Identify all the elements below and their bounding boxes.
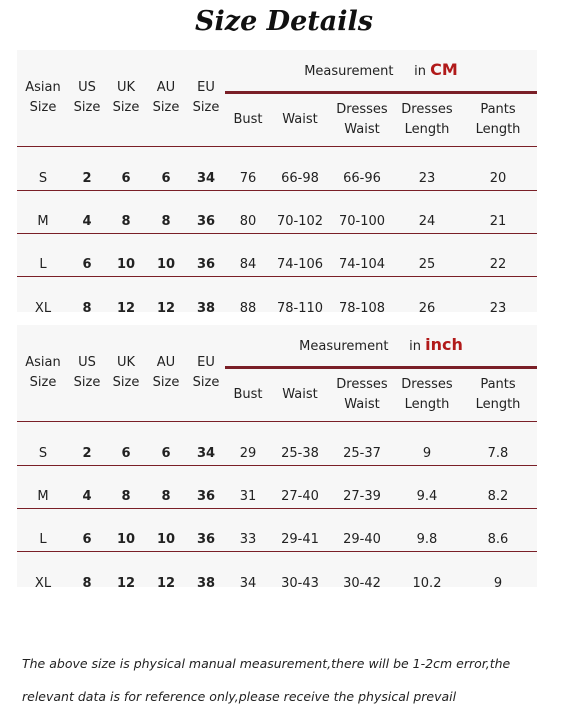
table-row: [17, 443, 537, 464]
header-dresses-length: [393, 375, 461, 415]
cell-waist: 30-43: [281, 576, 319, 591]
cell-pants-length: 8.6: [487, 532, 509, 547]
table-row: [17, 168, 537, 189]
header-line: Dresses: [401, 377, 453, 392]
cell-au-size: 6: [161, 446, 171, 461]
cell-uk-size: 12: [116, 301, 136, 316]
cell-asian-size: S: [38, 446, 48, 461]
header-line: Length: [404, 397, 450, 412]
header-dresses-waist: [328, 100, 396, 140]
cell-uk-size: 10: [116, 532, 136, 547]
cell-dresses-waist: 29-40: [343, 532, 381, 547]
header-line: Length: [475, 397, 521, 412]
cell-us-size: 2: [82, 446, 92, 461]
header-line: EU: [197, 80, 215, 95]
header-line: Size: [29, 375, 57, 390]
cell-asian-size: L: [39, 257, 47, 272]
table-row: [17, 298, 537, 319]
header-waist: [266, 110, 334, 130]
cell-dresses-length: 25: [418, 257, 436, 272]
cell-au-size: 8: [161, 214, 171, 229]
size-table-inch: [17, 325, 537, 591]
cell-eu-size: 36: [196, 489, 216, 504]
cell-uk-size: 6: [121, 171, 131, 186]
cell-waist: 78-110: [276, 301, 324, 316]
header-line: Length: [475, 122, 521, 137]
cell-us-size: 6: [82, 532, 92, 547]
cell-bust: 33: [239, 532, 257, 547]
cell-us-size: 4: [82, 489, 92, 504]
cell-bust: 29: [239, 446, 257, 461]
size-table-cm: [17, 50, 537, 316]
cell-waist: 66-98: [281, 171, 319, 186]
table-row: [17, 573, 537, 594]
header-line: Asian: [25, 355, 61, 370]
cell-waist: 29-41: [281, 532, 319, 547]
cell-eu-size: 34: [196, 171, 216, 186]
header-line: AU: [156, 80, 176, 95]
cell-pants-length: 23: [489, 301, 507, 316]
unit-label: CM: [430, 60, 458, 79]
cell-bust: 88: [239, 301, 257, 316]
footer-note-line-1: The above size is physical manual measurement,there will be 1-2cm error,the: [22, 656, 511, 671]
cell-uk-size: 8: [121, 214, 131, 229]
cell-pants-length: 20: [489, 171, 507, 186]
header-line: Waist: [282, 387, 318, 402]
cell-pants-length: 22: [489, 257, 507, 272]
header-line: Size: [152, 375, 180, 390]
header-line: EU: [197, 355, 215, 370]
cell-dresses-length: 26: [418, 301, 436, 316]
cell-eu-size: 36: [196, 532, 216, 547]
measurement-heading: [225, 60, 537, 79]
cell-eu-size: 36: [196, 257, 216, 272]
cell-bust: 31: [239, 489, 257, 504]
header-line: Size: [192, 100, 220, 115]
header-line: Dresses: [336, 377, 388, 392]
cell-bust: 76: [239, 171, 257, 186]
cell-eu-size: 38: [196, 301, 216, 316]
measurement-heading: [225, 335, 537, 354]
header-line: Dresses: [401, 102, 453, 117]
measurement-label: Measurement: [304, 64, 394, 79]
header-line: Bust: [233, 387, 263, 402]
cell-dresses-waist: 25-37: [343, 446, 381, 461]
table-row: [17, 254, 537, 275]
cell-dresses-waist: 27-39: [343, 489, 381, 504]
cell-us-size: 8: [82, 301, 92, 316]
cell-au-size: 10: [156, 257, 176, 272]
row-divider: [17, 465, 537, 466]
header-line: Size: [112, 100, 140, 115]
cell-pants-length: 9: [493, 576, 503, 591]
measurement-underline: [225, 91, 537, 94]
cell-waist: 27-40: [281, 489, 319, 504]
header-line: Bust: [233, 112, 263, 127]
cell-au-size: 12: [156, 576, 176, 591]
cell-us-size: 2: [82, 171, 92, 186]
unit-label: inch: [425, 335, 463, 354]
footer-note-line-2: relevant data is for reference only,please receive the physical prevail: [22, 689, 457, 704]
header-waist: [266, 385, 334, 405]
cell-eu-size: 38: [196, 576, 216, 591]
cell-us-size: 4: [82, 214, 92, 229]
cell-us-size: 6: [82, 257, 92, 272]
cell-dresses-waist: 66-96: [343, 171, 381, 186]
cell-asian-size: M: [37, 489, 49, 504]
cell-dresses-waist: 70-100: [338, 214, 386, 229]
cell-eu-size: 34: [196, 446, 216, 461]
cell-bust: 84: [239, 257, 257, 272]
row-divider: [17, 276, 537, 277]
cell-au-size: 12: [156, 301, 176, 316]
cell-dresses-length: 10.2: [412, 576, 442, 591]
header-line: Waist: [344, 122, 380, 137]
cell-asian-size: S: [38, 171, 48, 186]
cell-dresses-waist: 30-42: [343, 576, 381, 591]
cell-uk-size: 10: [116, 257, 136, 272]
row-divider: [17, 508, 537, 509]
in-label: in: [409, 339, 426, 354]
cell-dresses-length: 9: [422, 446, 432, 461]
header-line: UK: [116, 80, 136, 95]
header-pants-length: [464, 100, 532, 140]
row-divider: [17, 233, 537, 234]
header-line: Size: [29, 100, 57, 115]
header-line: Size: [192, 375, 220, 390]
header-line: Size: [73, 375, 101, 390]
cell-uk-size: 6: [121, 446, 131, 461]
header-line: Waist: [344, 397, 380, 412]
cell-asian-size: M: [37, 214, 49, 229]
cell-waist: 25-38: [281, 446, 319, 461]
measurement-underline: [225, 366, 537, 369]
header-line: Asian: [25, 80, 61, 95]
cell-dresses-waist: 74-104: [338, 257, 386, 272]
cell-dresses-length: 9.4: [416, 489, 438, 504]
header-dresses-length: [393, 100, 461, 140]
cell-pants-length: 8.2: [487, 489, 509, 504]
header-line: Pants: [480, 377, 516, 392]
cell-asian-size: XL: [34, 576, 52, 591]
page-title: Size Details: [195, 6, 373, 37]
header-line: Length: [404, 122, 450, 137]
cell-asian-size: L: [39, 532, 47, 547]
cell-dresses-length: 9.8: [416, 532, 438, 547]
in-label: in: [414, 64, 431, 79]
table-row: [17, 529, 537, 550]
cell-dresses-length: 24: [418, 214, 436, 229]
cell-asian-size: XL: [34, 301, 52, 316]
cell-au-size: 10: [156, 532, 176, 547]
header-pants-length: [464, 375, 532, 415]
header-line: Size: [152, 100, 180, 115]
cell-uk-size: 8: [121, 489, 131, 504]
cell-bust: 80: [239, 214, 257, 229]
cell-au-size: 6: [161, 171, 171, 186]
header-dresses-waist: [328, 375, 396, 415]
row-divider: [17, 190, 537, 191]
header-line: Dresses: [336, 102, 388, 117]
measurement-label: Measurement: [299, 339, 389, 354]
cell-bust: 34: [239, 576, 257, 591]
header-line: Waist: [282, 112, 318, 127]
header-line: Pants: [480, 102, 516, 117]
header-line: Size: [73, 100, 101, 115]
cell-au-size: 8: [161, 489, 171, 504]
table-row: [17, 211, 537, 232]
cell-waist: 70-102: [276, 214, 324, 229]
header-line: AU: [156, 355, 176, 370]
cell-waist: 74-106: [276, 257, 324, 272]
header-line: Size: [112, 375, 140, 390]
row-divider: [17, 551, 537, 552]
cell-uk-size: 12: [116, 576, 136, 591]
header-line: US: [78, 355, 96, 370]
cell-us-size: 8: [82, 576, 92, 591]
cell-eu-size: 36: [196, 214, 216, 229]
cell-dresses-waist: 78-108: [338, 301, 386, 316]
cell-dresses-length: 23: [418, 171, 436, 186]
table-row: [17, 486, 537, 507]
row-divider: [17, 421, 537, 422]
cell-pants-length: 7.8: [487, 446, 509, 461]
row-divider: [17, 146, 537, 147]
cell-pants-length: 21: [489, 214, 507, 229]
header-line: UK: [116, 355, 136, 370]
header-line: US: [78, 80, 96, 95]
